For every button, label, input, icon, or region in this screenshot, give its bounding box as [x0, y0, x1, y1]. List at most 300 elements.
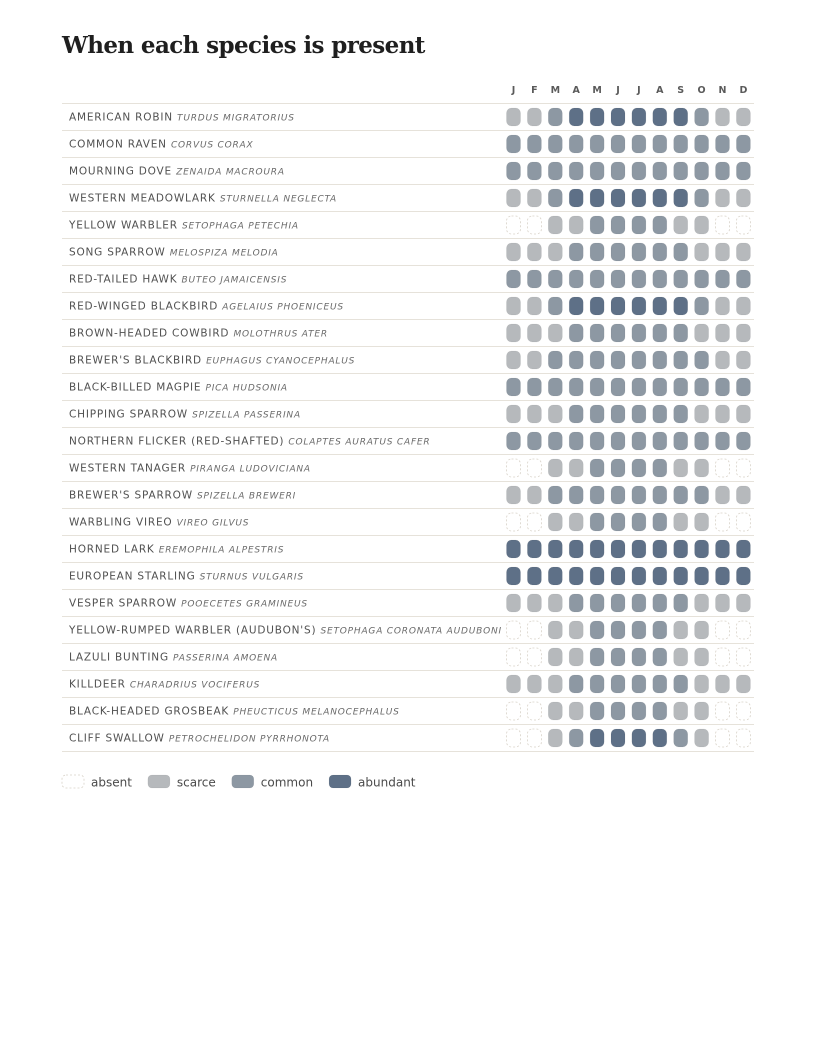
presence-cell [674, 189, 688, 207]
presence-cell [590, 513, 604, 531]
species-row [69, 459, 750, 477]
presence-cell [548, 702, 562, 720]
presence-cell [548, 351, 562, 369]
presence-cell [695, 513, 709, 531]
presence-cell [674, 324, 688, 342]
presence-cell [611, 513, 625, 531]
presence-cell [653, 567, 667, 585]
presence-cell [548, 432, 562, 450]
presence-cell [548, 108, 562, 126]
presence-cell [632, 108, 646, 126]
species-row [68, 216, 750, 234]
month-label: M [592, 85, 602, 96]
presence-cell [611, 567, 625, 585]
presence-cell [736, 459, 750, 477]
species-label [69, 652, 278, 664]
common-name: NORTHERN FLICKER (RED-SHAFTED) [69, 435, 289, 448]
presence-cell [527, 405, 541, 423]
presence-cell [674, 567, 688, 585]
presence-cell [716, 189, 730, 207]
presence-cell [611, 270, 625, 288]
month-label: N [718, 85, 727, 96]
presence-cell [569, 351, 583, 369]
presence-cell [632, 216, 646, 234]
presence-cell [653, 648, 667, 666]
presence-cell [653, 216, 667, 234]
presence-cell [548, 135, 562, 153]
presence-cell [569, 729, 583, 747]
presence-cell [695, 162, 709, 180]
presence-cell [632, 351, 646, 369]
presence-cell [548, 297, 562, 315]
scientific-name: PETROCHELIDON PYRRHONOTA [168, 734, 330, 745]
legend-label: scarce [176, 775, 216, 790]
common-name: KILLDEER [69, 678, 130, 691]
presence-cell [611, 675, 625, 693]
presence-cell [716, 324, 730, 342]
species-label [69, 436, 430, 448]
presence-cell [716, 567, 730, 585]
common-name: BREWER'S BLACKBIRD [69, 354, 207, 367]
presence-cell [611, 540, 625, 558]
species-label [69, 706, 400, 718]
month-label: J [616, 85, 620, 96]
presence-cell [548, 675, 562, 693]
presence-cell [611, 378, 625, 396]
presence-cell [569, 324, 583, 342]
presence-cell [632, 378, 646, 396]
scientific-name: AGELAIUS PHOENICEUS [222, 302, 344, 313]
presence-cell [716, 594, 730, 612]
presence-cell [548, 405, 562, 423]
presence-cell [653, 513, 667, 531]
presence-cell [736, 324, 750, 342]
presence-cell [632, 648, 646, 666]
presence-cell [527, 486, 541, 504]
presence-cell [653, 270, 667, 288]
presence-cell [736, 351, 750, 369]
presence-cell [632, 702, 646, 720]
presence-cell [695, 648, 709, 666]
common-name: COMMON RAVEN [69, 138, 171, 151]
presence-cell [590, 162, 604, 180]
presence-cell [590, 432, 604, 450]
presence-cell [527, 243, 541, 261]
common-name: AMERICAN ROBIN [69, 111, 178, 124]
presence-cell [507, 621, 521, 639]
presence-cell [695, 189, 709, 207]
common-name: RED-WINGED BLACKBIRD [69, 300, 223, 313]
species-row [69, 108, 750, 126]
presence-cell [569, 216, 583, 234]
presence-cell [507, 405, 521, 423]
presence-cell [674, 648, 688, 666]
presence-cell [507, 297, 521, 315]
presence-cell [736, 189, 750, 207]
presence-cell [507, 324, 521, 342]
presence-cell [716, 675, 730, 693]
presence-cell [569, 486, 583, 504]
common-name: YELLOW WARBLER [69, 219, 182, 232]
month-label: O [697, 85, 706, 96]
presence-cell [695, 297, 709, 315]
presence-cell [716, 378, 730, 396]
species-row [69, 405, 750, 423]
common-name: BLACK-BILLED MAGPIE [69, 381, 206, 394]
presence-cell [569, 135, 583, 153]
presence-cell [695, 405, 709, 423]
species-label [68, 220, 299, 232]
presence-cell [527, 702, 541, 720]
common-name: EUROPEAN STARLING [69, 570, 200, 583]
presence-cell [653, 405, 667, 423]
presence-cell [590, 729, 604, 747]
presence-cell [548, 648, 562, 666]
species-label [69, 598, 308, 610]
presence-cell [674, 540, 688, 558]
presence-cell [611, 216, 625, 234]
presence-cell [527, 648, 541, 666]
presence-cell [507, 648, 521, 666]
presence-cell [736, 594, 750, 612]
presence-cell [548, 486, 562, 504]
species-row [69, 567, 750, 585]
presence-cell [653, 162, 667, 180]
presence-cell [569, 297, 583, 315]
presence-cell [695, 135, 709, 153]
presence-cell [736, 135, 750, 153]
presence-cell [695, 540, 709, 558]
common-name: WESTERN TANAGER [69, 462, 191, 475]
presence-cell [695, 567, 709, 585]
scientific-name: BUTEO JAMAICENSIS [181, 275, 288, 286]
species-label [69, 355, 355, 367]
presence-cell [527, 675, 541, 693]
common-name: BLACK-HEADED GROSBEAK [69, 705, 234, 718]
presence-cell [507, 432, 521, 450]
presence-cell [527, 621, 541, 639]
scientific-name: MOLOTHRUS ATER [233, 329, 328, 340]
presence-cell [695, 324, 709, 342]
species-label [69, 409, 301, 421]
species-row [69, 594, 750, 612]
presence-cell [632, 567, 646, 585]
presence-cell [716, 351, 730, 369]
presence-cell [611, 459, 625, 477]
legend-label: absent [91, 775, 132, 790]
presence-cell [716, 297, 730, 315]
presence-cell [569, 378, 583, 396]
presence-cell [611, 324, 625, 342]
presence-cell [590, 486, 604, 504]
common-name: HORNED LARK [69, 543, 159, 556]
species-label [69, 571, 304, 583]
species-label [69, 139, 253, 151]
presence-cell [674, 513, 688, 531]
species-row [69, 243, 750, 261]
species-row [69, 378, 750, 396]
presence-cell [590, 351, 604, 369]
presence-cell [611, 135, 625, 153]
presence-cell [569, 243, 583, 261]
legend-swatch [329, 775, 351, 788]
species-row [69, 729, 750, 747]
species-label [69, 112, 295, 124]
presence-cell [590, 297, 604, 315]
species-label [69, 274, 287, 286]
scientific-name: VIREO GILVUS [176, 518, 250, 529]
presence-cell [674, 243, 688, 261]
species-row [69, 540, 750, 558]
presence-cell [716, 540, 730, 558]
presence-cell [590, 405, 604, 423]
presence-cell [653, 432, 667, 450]
species-label [69, 463, 311, 475]
presence-cell [569, 459, 583, 477]
presence-cell [632, 297, 646, 315]
presence-cell [569, 621, 583, 639]
presence-cell [527, 351, 541, 369]
presence-cell [569, 648, 583, 666]
presence-cell [716, 648, 730, 666]
presence-cell [716, 432, 730, 450]
presence-cell [527, 567, 541, 585]
presence-cell [674, 216, 688, 234]
presence-cell [653, 702, 667, 720]
presence-cell [736, 270, 750, 288]
scientific-name: SETOPHAGA PETECHIA [181, 221, 299, 232]
presence-cell [507, 567, 521, 585]
presence-cell [569, 540, 583, 558]
presence-cell [507, 189, 521, 207]
presence-cell [632, 324, 646, 342]
species-row [69, 162, 750, 180]
presence-cell [695, 351, 709, 369]
presence-cell [590, 270, 604, 288]
presence-cell [548, 729, 562, 747]
presence-cell [716, 513, 730, 531]
presence-cell [590, 189, 604, 207]
presence-cell [674, 702, 688, 720]
presence-cell [632, 135, 646, 153]
presence-cell [632, 243, 646, 261]
legend-swatch [148, 775, 170, 788]
presence-cell [674, 135, 688, 153]
species-row [69, 513, 750, 531]
presence-cell [716, 108, 730, 126]
presence-cell [590, 675, 604, 693]
presence-cell [716, 243, 730, 261]
presence-cell [548, 270, 562, 288]
presence-cell [507, 351, 521, 369]
scientific-name: CORVUS CORAX [170, 140, 254, 151]
presence-cell [507, 459, 521, 477]
scientific-name: PIRANGA LUDOVICIANA [190, 464, 311, 475]
presence-cell [653, 486, 667, 504]
presence-cell [507, 378, 521, 396]
presence-cell [674, 162, 688, 180]
presence-cell [653, 675, 667, 693]
presence-cell [569, 189, 583, 207]
presence-cell [590, 378, 604, 396]
scientific-name: STURNUS VULGARIS [199, 572, 304, 583]
presence-cell [632, 270, 646, 288]
presence-cell [674, 729, 688, 747]
presence-cell [507, 486, 521, 504]
presence-cell [695, 378, 709, 396]
species-row [69, 270, 750, 288]
presence-cell [736, 378, 750, 396]
common-name: BREWER'S SPARROW [69, 489, 198, 502]
presence-cell [590, 108, 604, 126]
scientific-name: POOECETES GRAMINEUS [181, 599, 308, 610]
species-row [69, 702, 750, 720]
presence-cell [527, 108, 541, 126]
species-row [69, 432, 750, 450]
month-label: F [531, 85, 538, 96]
presence-cell [527, 459, 541, 477]
presence-cell [590, 324, 604, 342]
presence-cell [527, 729, 541, 747]
month-label: M [550, 85, 561, 96]
presence-cell [674, 270, 688, 288]
presence-cell [736, 729, 750, 747]
scientific-name: PHEUCTICUS MELANOCEPHALUS [233, 707, 400, 718]
presence-cell [736, 108, 750, 126]
presence-cell [569, 162, 583, 180]
presence-cell [507, 540, 521, 558]
scientific-name: TURDUS MIGRATORIUS [177, 113, 295, 124]
presence-cell [653, 189, 667, 207]
scientific-name: MELOSPIZA MELODIA [169, 248, 279, 259]
presence-cell [695, 702, 709, 720]
presence-cell [695, 675, 709, 693]
legend-item [329, 775, 416, 790]
presence-cell [736, 162, 750, 180]
presence-cell [527, 540, 541, 558]
presence-cell [548, 162, 562, 180]
scientific-name: COLAPTES AURATUS CAFER [288, 437, 431, 448]
presence-cell [653, 135, 667, 153]
presence-cell [695, 270, 709, 288]
presence-cell [590, 702, 604, 720]
presence-cell [590, 594, 604, 612]
presence-cell [736, 297, 750, 315]
presence-cell [569, 675, 583, 693]
presence-cell [695, 108, 709, 126]
presence-cell [695, 459, 709, 477]
presence-cell [716, 270, 730, 288]
presence-cell [611, 648, 625, 666]
legend-swatch [62, 775, 84, 788]
presence-cell [632, 621, 646, 639]
month-label: D [739, 85, 748, 96]
presence-cell [611, 729, 625, 747]
presence-cell [716, 405, 730, 423]
presence-cell [736, 567, 750, 585]
presence-cell [653, 297, 667, 315]
presence-cell [548, 621, 562, 639]
common-name: MOURNING DOVE [69, 165, 177, 178]
presence-cell [527, 432, 541, 450]
presence-cell [674, 378, 688, 396]
presence-cell [507, 594, 521, 612]
presence-cell [611, 162, 625, 180]
presence-cell [507, 162, 521, 180]
presence-cell [569, 513, 583, 531]
common-name: WARBLING VIREO [69, 516, 177, 529]
presence-cell [527, 324, 541, 342]
common-name: BROWN-HEADED COWBIRD [69, 327, 234, 340]
presence-cell [716, 135, 730, 153]
presence-cell [736, 675, 750, 693]
species-row [69, 648, 750, 666]
presence-cell [632, 432, 646, 450]
presence-cell [527, 297, 541, 315]
presence-cell [695, 216, 709, 234]
presence-cell [527, 162, 541, 180]
scientific-name: SPIZELLA BREWERI [197, 491, 297, 502]
presence-cell [590, 459, 604, 477]
presence-cell [569, 432, 583, 450]
presence-cell [716, 162, 730, 180]
presence-cell [632, 405, 646, 423]
month-label: J [511, 85, 516, 96]
legend-item [232, 775, 313, 790]
presence-cell [716, 621, 730, 639]
presence-cell [674, 297, 688, 315]
presence-cell [674, 486, 688, 504]
presence-cell [716, 459, 730, 477]
presence-cell [611, 405, 625, 423]
species-row [68, 621, 750, 639]
month-label: S [677, 85, 685, 96]
common-name: YELLOW-RUMPED WARBLER (AUDUBON'S) [69, 624, 321, 637]
species-row [69, 351, 750, 369]
species-row [69, 135, 750, 153]
presence-cell [507, 216, 521, 234]
presence-cell [632, 189, 646, 207]
presence-cell [548, 378, 562, 396]
common-name: VESPER SPARROW [69, 597, 182, 610]
presence-cell [527, 513, 541, 531]
species-label [69, 517, 249, 529]
presence-cell [507, 243, 521, 261]
presence-cell [569, 594, 583, 612]
presence-cell [736, 486, 750, 504]
presence-cell [548, 513, 562, 531]
presence-cell [548, 243, 562, 261]
presence-cell [674, 459, 688, 477]
scientific-name: CHARADRIUS VOCIFERUS [129, 680, 261, 691]
species-row [69, 297, 750, 315]
presence-cell [590, 648, 604, 666]
presence-cell [695, 432, 709, 450]
presence-cell [653, 351, 667, 369]
presence-cell [736, 405, 750, 423]
month-label: A [656, 85, 664, 96]
legend-item [62, 775, 132, 790]
presence-cell [611, 702, 625, 720]
presence-cell [632, 594, 646, 612]
presence-cell [548, 324, 562, 342]
presence-cell [527, 189, 541, 207]
presence-cell [653, 324, 667, 342]
species-row [69, 486, 750, 504]
presence-cell [695, 486, 709, 504]
presence-cell [611, 189, 625, 207]
species-label [69, 733, 330, 745]
